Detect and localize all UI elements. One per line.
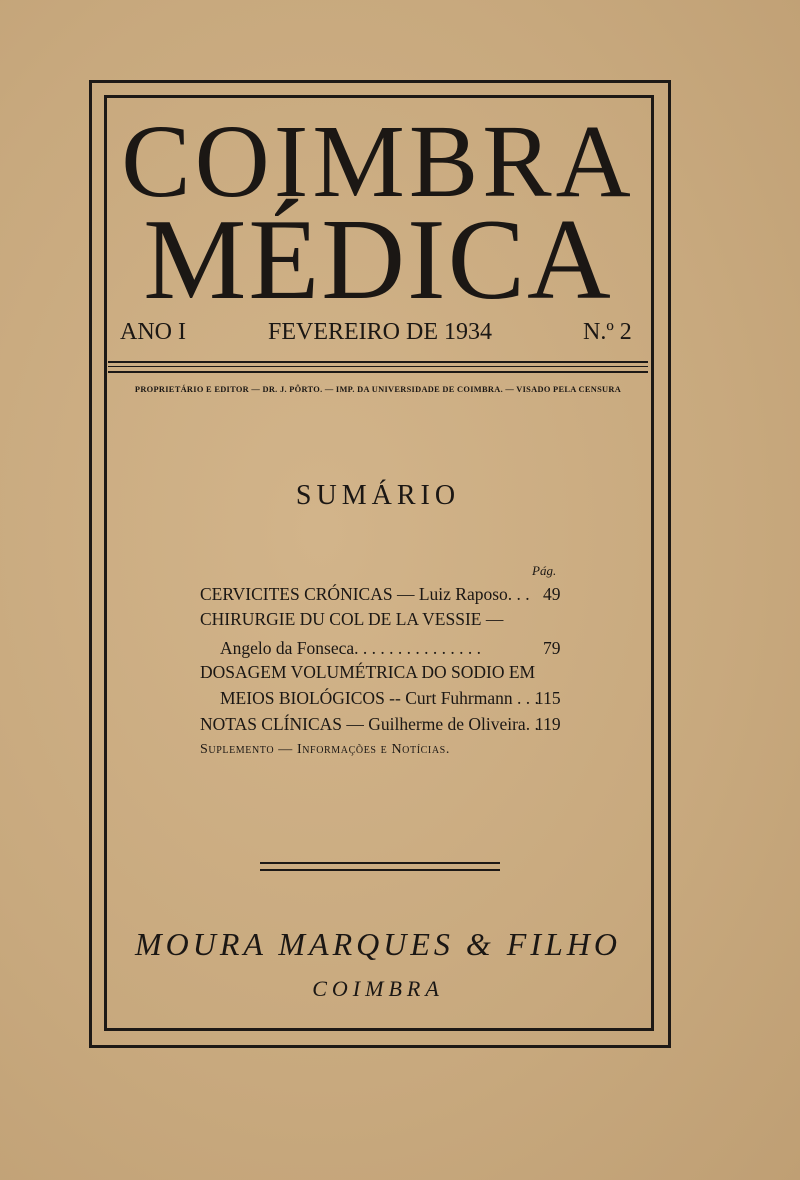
toc-entry-page: 49 xyxy=(543,584,561,604)
toc-entry-page: 119 xyxy=(535,714,561,734)
toc-entry-page: 79 xyxy=(543,638,561,658)
publisher-city: COIMBRA xyxy=(312,976,444,1001)
divider-rule xyxy=(108,371,648,373)
toc-entry-text: CHIRURGIE DU COL DE LA VESSIE — xyxy=(200,609,504,629)
divider-rule xyxy=(108,361,648,363)
publisher-name: MOURA MARQUES & FILHO xyxy=(134,926,621,962)
supplement-line: Suplemento — Informações e Notícias. xyxy=(200,742,450,757)
toc-entry-text: NOTAS CLÍNICAS — Guilherme de Oliveira. . xyxy=(200,714,539,734)
toc-entry-text: DOSAGEM VOLUMÉTRICA DO SODIO EM xyxy=(200,662,536,682)
divider-rule xyxy=(108,366,648,367)
toc-entry-page: 115 xyxy=(535,688,561,708)
imprint-line: PROPRIETÁRIO E EDITOR — DR. J. PÔRTO. — IMP. DA UNIVERSIDADE DE COIMBRA. — VISADO PELA CENSURA xyxy=(134,385,622,394)
contents-heading: SUMÁRIO xyxy=(295,480,461,511)
masthead-title-line2: MÉDICA xyxy=(143,196,613,324)
page-column-label: Pág. xyxy=(532,563,557,578)
issue-date: FEVEREIRO DE 1934 xyxy=(268,319,492,345)
masthead-title-line1: COIMBRA xyxy=(121,104,635,219)
issue-year: ANO I xyxy=(120,319,186,345)
toc-entry-text: MEIOS BIOLÓGICOS -- Curt Fuhrmann . . . xyxy=(220,688,539,708)
ornament-rule xyxy=(260,869,500,871)
toc-entry-text: Angelo da Fonseca. . . . . . . . . . . . . . . xyxy=(220,638,482,658)
toc-entry-text: CERVICITES CRÓNICAS — Luiz Raposo. . . xyxy=(200,584,530,604)
issue-number: N.º 2 xyxy=(583,319,632,345)
ornament-rule xyxy=(260,862,500,864)
